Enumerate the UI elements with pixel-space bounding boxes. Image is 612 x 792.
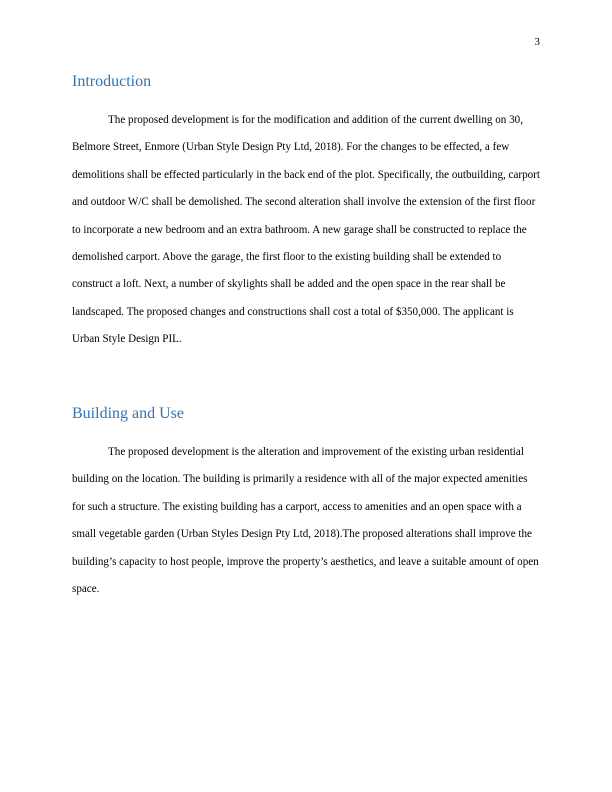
introduction-paragraph: The proposed development is for the modification and addition of the current dwelling on 30, Belmore Street, Enmore (Urban Style Design Pty Ltd, 2018). For the changes to be effected, a few demolitions shall be effected particularly in the back end of the plot. Specifically, the outbuilding, carport and outdoor W/C shall be demolished. The second alteration shall involve the extension of the first floor to incorporate a new bedroom and an extra bathroom. A new garage shall be constructed to replace the demolished carport. Above the garage, the first floor to the existing building shall be extended to construct a loft. Next, a number of skylights shall be added and the open space in the rear shall be landscaped. The proposed changes and constructions shall cost a total of $350,000. The applicant is Urban Style Design PIL. [72,114,540,346]
building-and-use-paragraph: The proposed development is the alteration and improvement of the existing urban residential building on the location. The building is primarily a residence with all of the major expected amenities for such a structure. The existing building has a carport, access to amenities and an open space with a small vegetable garden (Urban Styles Design Pty Ltd, 2018).The proposed alterations shall improve the building’s capacity to host people, improve the property’s aesthetics, and leave a suitable amount of open space. [72,446,539,596]
introduction-section [72,72,540,354]
introduction-heading: Introduction [72,73,152,90]
page-number: 3 [534,36,540,48]
building-and-use-heading: Building and Use [72,405,184,422]
building-and-use-section [72,404,540,603]
